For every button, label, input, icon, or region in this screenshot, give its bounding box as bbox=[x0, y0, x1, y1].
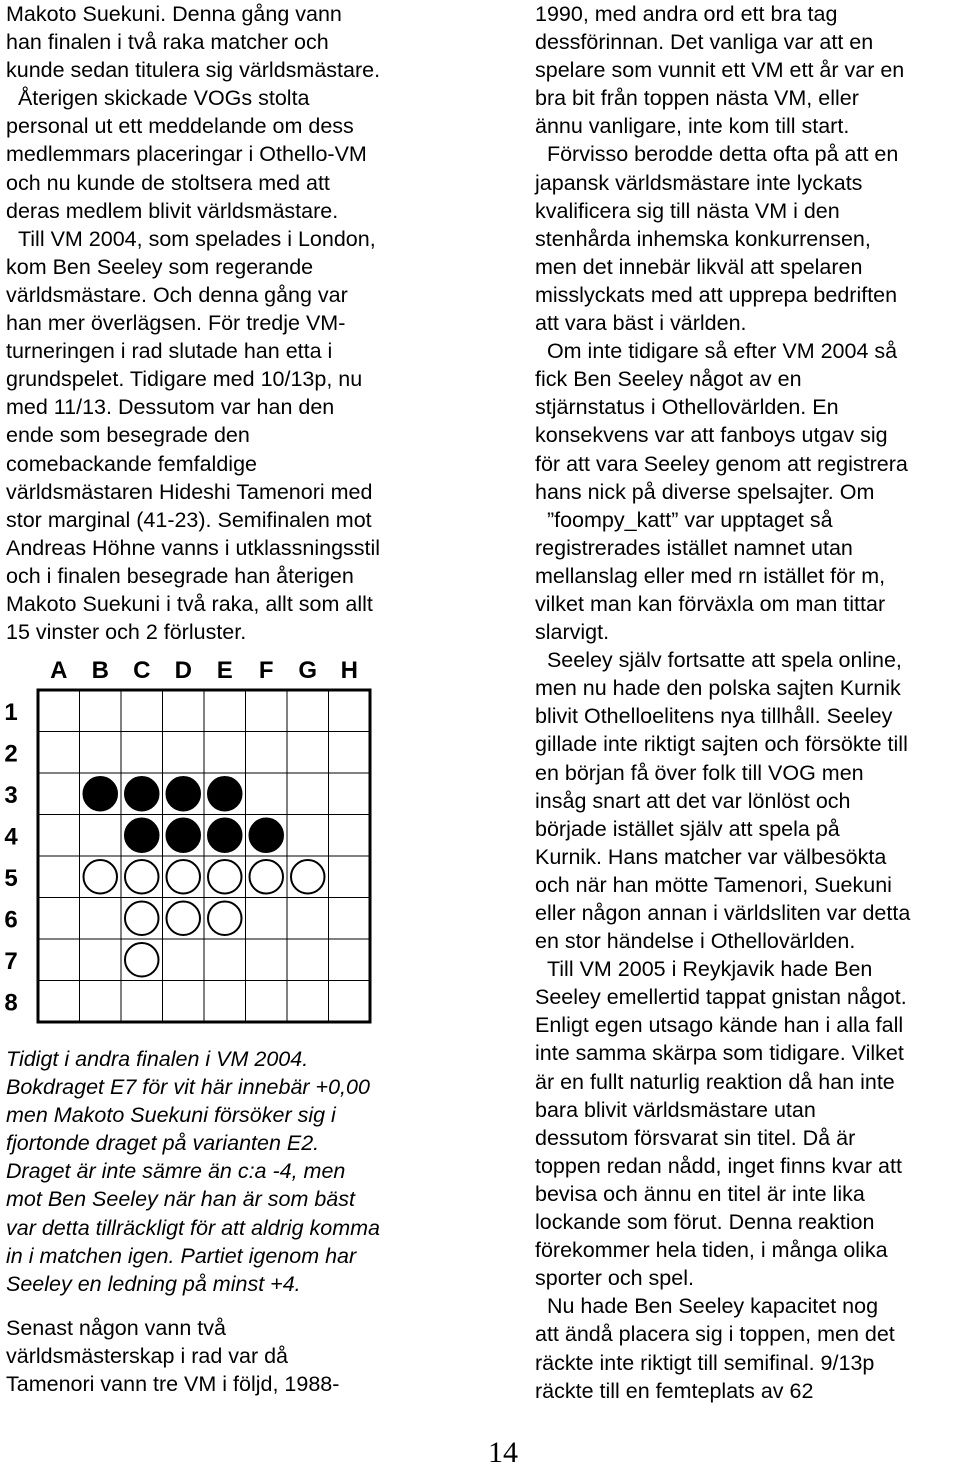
column-label: H bbox=[340, 657, 358, 684]
text-line: en början få över folk till VOG men bbox=[535, 760, 864, 785]
text-line: personal ut ett meddelande om dess bbox=[6, 114, 354, 139]
text-line: Seeley själv fortsatte att spela online, bbox=[535, 648, 902, 673]
text-line: stenhårda inhemska konkurrensen, bbox=[535, 226, 871, 251]
left-column bbox=[6, 0, 438, 646]
text-line: men det innebär likväl att spelaren bbox=[535, 254, 863, 279]
text-line: Andreas Höhne vanns i utklassningsstil bbox=[6, 535, 381, 560]
black-disc-c3 bbox=[125, 777, 159, 811]
text-line: bevisa och ännu en titel är inte lika bbox=[535, 1181, 865, 1206]
text-line: bra bit från toppen nästa VM, eller bbox=[535, 86, 859, 111]
caption-line: Bokdraget E7 för vit här innebär +0,00 bbox=[6, 1075, 370, 1100]
black-disc-d4 bbox=[167, 819, 201, 853]
text-line: att vara bäst i världen. bbox=[535, 311, 747, 336]
caption-line: var detta tillräckligt för att aldrig komma bbox=[6, 1215, 380, 1240]
column-label: D bbox=[174, 657, 192, 684]
text-line: Nu hade Ben Seeley kapacitet nog bbox=[535, 1294, 879, 1319]
row-label: 1 bbox=[4, 698, 18, 726]
white-disc-f5 bbox=[250, 860, 284, 894]
text-line: och nu kunde de stoltsera med att bbox=[6, 170, 330, 195]
text-line: Till VM 2004, som spelades i London, bbox=[6, 226, 376, 251]
text-line: dessutom försvarat sin titel. Då är bbox=[535, 1125, 856, 1150]
text-line: sporter och spel. bbox=[535, 1266, 694, 1291]
page-number: 14 bbox=[488, 1436, 518, 1469]
text-line: Makoto Suekuni i två raka, allt som allt bbox=[6, 591, 373, 616]
caption-line: mot Ben Seeley när han är som bäst bbox=[6, 1187, 355, 1212]
text-line: dessförinnan. Det vanliga var att en bbox=[535, 30, 874, 55]
text-line: räckte till en femteplats av 62 bbox=[535, 1378, 814, 1403]
black-disc-e3 bbox=[208, 777, 242, 811]
right-column bbox=[535, 0, 960, 1405]
caption-line: fjortonde draget på varianten E2. bbox=[6, 1131, 320, 1156]
caption-line: in i matchen igen. Partiet igenom har bbox=[6, 1243, 357, 1268]
white-disc-b5 bbox=[84, 860, 118, 894]
text-line: lockande som förut. Denna reaktion bbox=[535, 1210, 875, 1235]
text-line: Om inte tidigare så efter VM 2004 så bbox=[535, 339, 898, 364]
text-line: Seeley emellertid tappat gnistan något. bbox=[535, 985, 907, 1010]
column-label: F bbox=[258, 657, 274, 684]
white-disc-d5 bbox=[167, 860, 201, 894]
text-line: en stor händelse i Othellovärlden. bbox=[535, 929, 856, 954]
text-line: Tamenori vann tre VM i följd, 1988- bbox=[6, 1372, 340, 1397]
text-line: ”foompy_katt” var upptaget så bbox=[535, 507, 833, 532]
text-line: men nu hade den polska sajten Kurnik bbox=[535, 676, 901, 701]
white-disc-d6 bbox=[167, 902, 201, 936]
column-label: C bbox=[133, 657, 151, 684]
text-line: Förvisso berodde detta ofta på att en bbox=[535, 142, 899, 167]
text-line: comebackande femfaldige bbox=[6, 451, 257, 476]
text-line: förekommer hela tiden, i många olika bbox=[535, 1238, 888, 1263]
column-label: A bbox=[50, 657, 68, 684]
text-line: bara blivit världsmästare utan bbox=[535, 1097, 816, 1122]
row-label: 5 bbox=[4, 864, 18, 892]
row-label: 8 bbox=[4, 989, 18, 1017]
text-line: ende som besegrade den bbox=[6, 423, 250, 448]
row-label: 4 bbox=[4, 823, 18, 851]
text-line: stjärnstatus i Othellovärlden. En bbox=[535, 395, 839, 420]
text-line: japansk världsmästare inte lyckats bbox=[535, 170, 863, 195]
text-line: kom Ben Seeley som regerande bbox=[6, 254, 314, 279]
text-line: slarvigt. bbox=[535, 620, 610, 645]
othello-board-diagram bbox=[0, 650, 380, 1030]
text-line: stor marginal (41-23). Semifinalen mot bbox=[6, 507, 372, 532]
text-line: misslyckats med att upprepa bedriften bbox=[535, 282, 898, 307]
row-label: 2 bbox=[4, 740, 18, 768]
text-line: är en fullt naturlig reaktion då han inte bbox=[535, 1069, 895, 1094]
text-line: han finalen i två raka matcher och bbox=[6, 30, 329, 55]
text-line: Senast någon vann två bbox=[6, 1316, 226, 1340]
row-label: 3 bbox=[4, 781, 18, 809]
text-line: grundspelet. Tidigare med 10/13p, nu bbox=[6, 367, 363, 392]
text-line: världsmästare. Och denna gång var bbox=[6, 282, 348, 307]
text-line: inte samma skärpa som tidigare. Vilket bbox=[535, 1041, 904, 1066]
column-label: G bbox=[298, 657, 318, 684]
text-line: världsmästaren Hideshi Tamenori med bbox=[6, 479, 373, 504]
text-line: toppen redan nådd, inget finns kvar att bbox=[535, 1153, 902, 1178]
black-disc-c4 bbox=[125, 819, 159, 853]
text-line: började istället själv att spela på bbox=[535, 816, 840, 841]
text-line: blivit Othelloelitens nya tillhåll. Seeley bbox=[535, 704, 893, 729]
caption-line: Seeley en ledning på minst +4. bbox=[6, 1271, 301, 1296]
caption-line: Tidigt i andra finalen i VM 2004. bbox=[6, 1047, 309, 1071]
text-line: 1990, med andra ord ett bra tag bbox=[535, 2, 838, 26]
caption-line: Draget är inte sämre än c:a -4, men bbox=[6, 1159, 346, 1184]
white-disc-c6 bbox=[125, 902, 159, 936]
text-line: gillade inte riktigt sajten och försökte till bbox=[535, 732, 908, 757]
text-line: deras medlem blivit världsmästare. bbox=[6, 198, 339, 223]
text-line: insåg snart att det var lönlöst och bbox=[535, 788, 851, 813]
column-label: E bbox=[216, 657, 233, 684]
text-line: kvalificera sig till nästa VM i den bbox=[535, 198, 840, 223]
text-line: Makoto Suekuni. Denna gång vann bbox=[6, 2, 342, 26]
caption-line: men Makoto Suekuni försöker sig i bbox=[6, 1103, 336, 1128]
text-line: turneringen i rad slutade han etta i bbox=[6, 339, 333, 364]
text-line: medlemmars placeringar i Othello-VM bbox=[6, 142, 367, 167]
text-line: hans nick på diverse spelsajter. Om bbox=[535, 479, 875, 504]
text-line: vilket man kan förväxla om man tittar bbox=[535, 591, 886, 616]
text-line: mellanslag eller med rn istället för m, bbox=[535, 563, 886, 588]
text-line: och när han mötte Tamenori, Suekuni bbox=[535, 872, 892, 897]
white-disc-e5 bbox=[208, 860, 242, 894]
text-line: Till VM 2005 i Reykjavik hade Ben bbox=[535, 957, 873, 982]
black-disc-f4 bbox=[250, 819, 284, 853]
text-line: konsekvens var att fanboys utgav sig bbox=[535, 423, 888, 448]
text-line: med 11/13. Dessutom var han den bbox=[6, 395, 335, 420]
text-line: registrerades istället namnet utan bbox=[535, 535, 853, 560]
white-disc-c5 bbox=[125, 860, 159, 894]
text-line: Enligt egen utsago kände han i alla fall bbox=[535, 1013, 904, 1038]
text-line: kunde sedan titulera sig världsmästare. bbox=[6, 58, 381, 83]
text-line: räckte inte riktigt till semifinal. 9/13p bbox=[535, 1350, 875, 1375]
text-line: eller någon annan i världsliten var detta bbox=[535, 901, 911, 925]
text-line: ännu vanligare, inte kom till start. bbox=[535, 114, 850, 139]
black-disc-b3 bbox=[84, 777, 118, 811]
text-line: världsmästerskap i rad var då bbox=[6, 1344, 288, 1369]
text-line: att ändå placera sig i toppen, men det bbox=[535, 1322, 895, 1347]
row-label: 6 bbox=[4, 906, 18, 934]
text-line: och i finalen besegrade han återigen bbox=[6, 563, 354, 588]
text-line: för att vara Seeley genom att registrera bbox=[535, 451, 908, 476]
board-caption bbox=[6, 1045, 438, 1298]
text-line: fick Ben Seeley något av en bbox=[535, 367, 802, 392]
black-disc-e4 bbox=[208, 819, 242, 853]
text-line: Återigen skickade VOGs stolta bbox=[6, 86, 310, 111]
white-disc-c7 bbox=[125, 943, 159, 977]
white-disc-g5 bbox=[291, 860, 325, 894]
text-line: spelare som vunnit ett VM ett år var en bbox=[535, 58, 905, 83]
white-disc-e6 bbox=[208, 902, 242, 936]
column-label: B bbox=[91, 657, 109, 684]
left-column-continuation bbox=[6, 1314, 438, 1398]
text-line: Kurnik. Hans matcher var välbesökta bbox=[535, 844, 887, 869]
text-line: han mer överlägsen. För tredje VM- bbox=[6, 311, 346, 336]
row-label: 7 bbox=[4, 947, 18, 975]
black-disc-d3 bbox=[167, 777, 201, 811]
text-line: 15 vinster och 2 förluster. bbox=[6, 620, 247, 645]
